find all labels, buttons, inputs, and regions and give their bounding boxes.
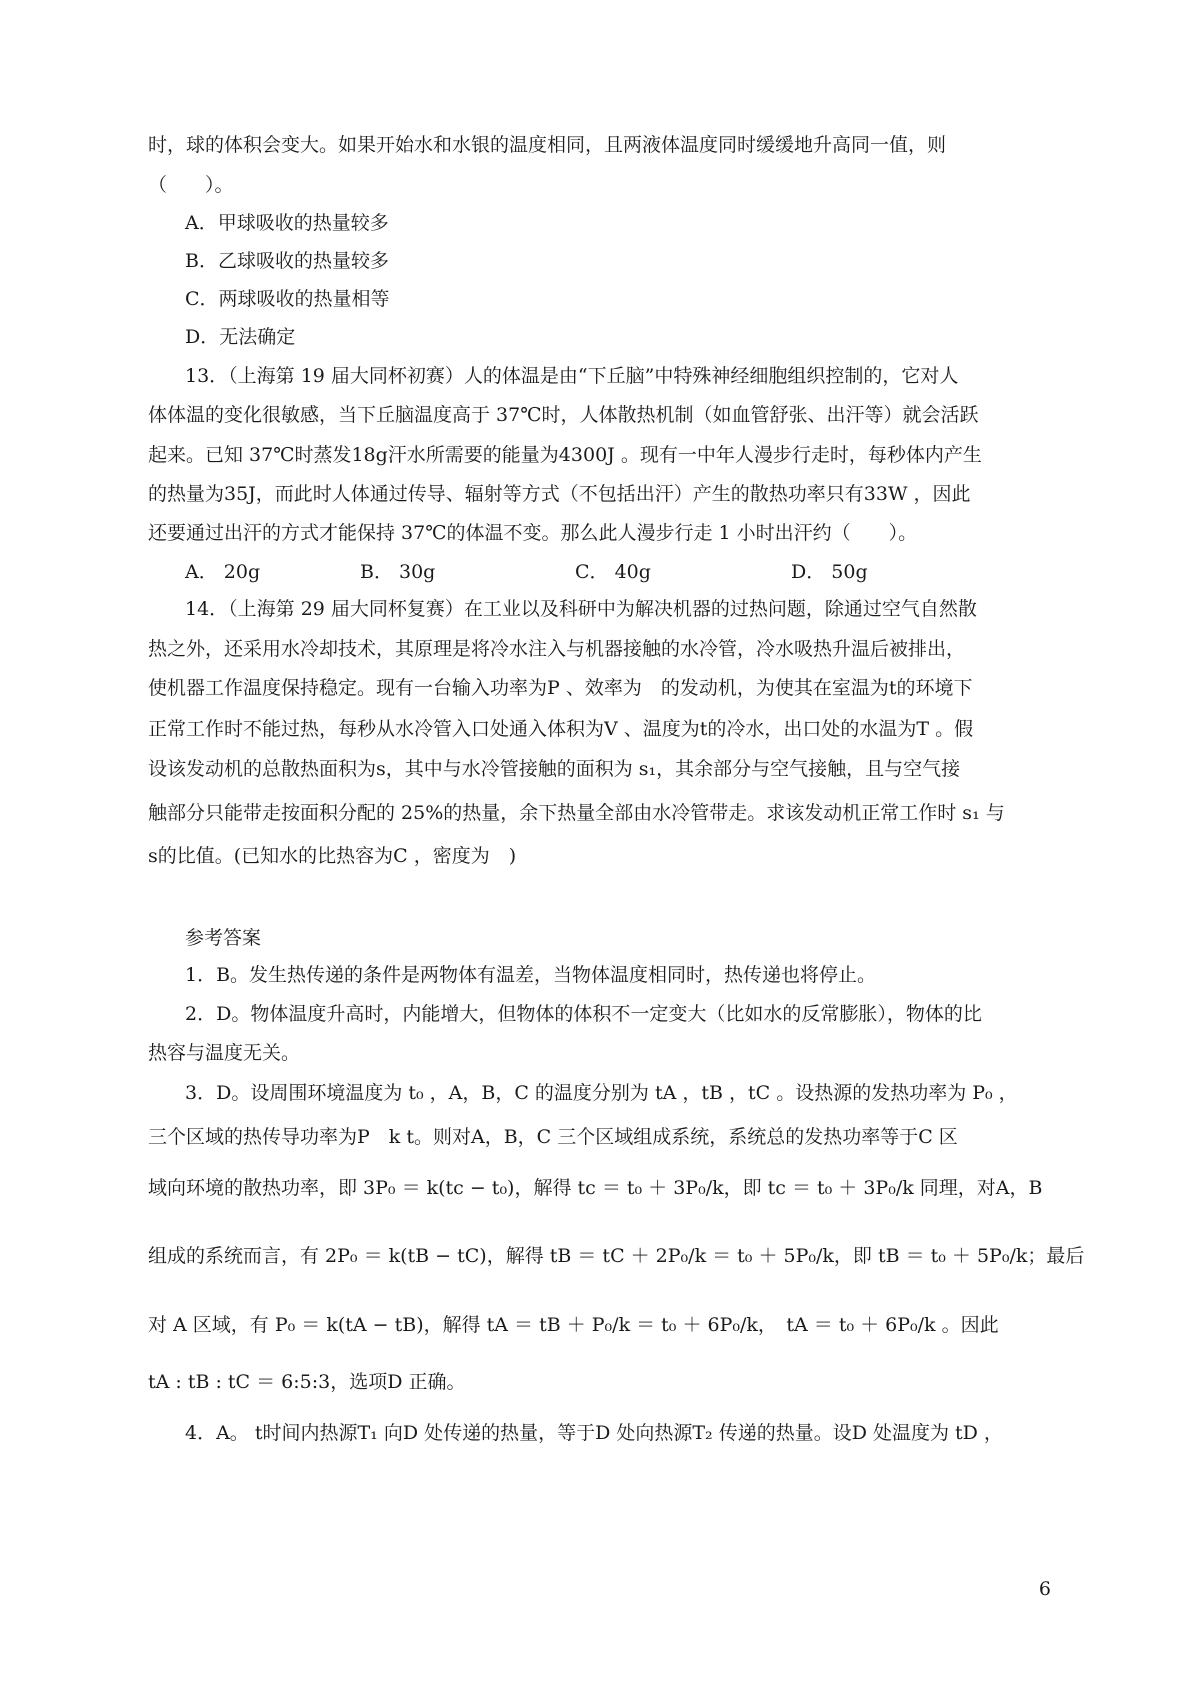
answers-title: 参考答案 xyxy=(185,927,262,949)
q13-line1: 13．（上海第 19 届大同杯初赛）人的体温是由“下丘脑”中特殊神经细胞组织控制的，它对人 xyxy=(185,365,959,387)
page-number: 6 xyxy=(1038,1578,1051,1600)
answer-4-line1: 4．A。 t时间内热源T₁ 向D 处传递的热量，等于D 处向热源T₂ 传递的热量。设D 处温度为 tD ， xyxy=(185,1422,1003,1444)
answer-3-line6: tA : tB : tC ＝ 6:5:3，选项D 正确。 xyxy=(148,1371,466,1393)
q13-line5: 还要通过出汗的方式才能保持 37℃的体温不变。那么此人漫步行走 1 小时出汗约（ ）。 xyxy=(148,522,918,544)
q12-line2: （ ）。 xyxy=(148,174,234,196)
answer-3-line3: 域向环境的散热功率，即 3P₀ ＝ k(tc − t₀)，解得 tc ＝ t₀ ＋ 3P₀/k，即 tc ＝ t₀ ＋ 3P₀/k 同理，对A，B xyxy=(148,1177,1043,1199)
q12-option-c: C．两球吸收的热量相等 xyxy=(185,288,390,310)
q12-option-b: B．乙球吸收的热量较多 xyxy=(185,250,389,272)
answer-2-line2: 热容与温度无关。 xyxy=(148,1042,301,1064)
q13-line4: 的热量为35J，而此时人体通过传导、辐射等方式（不包括出汗）产生的散热功率只有33W ，因此 xyxy=(148,483,971,505)
q14-line4: 正常工作时不能过热，每秒从水冷管入口处通入体积为V 、温度为t的冷水，出口处的水温为T 。假 xyxy=(148,718,974,740)
answer-2-line1: 2．D。物体温度升高时，内能增大，但物体的体积不一定变大（比如水的反常膨胀），物体的比 xyxy=(185,1003,982,1025)
q12-option-a: A．甲球吸收的热量较多 xyxy=(185,212,389,234)
answer-1: 1．B。发生热传递的条件是两物体有温差，当物体温度相同时，热传递也将停止。 xyxy=(185,964,877,986)
q14-line1: 14．（上海第 29 届大同杯复赛）在工业以及科研中为解决机器的过热问题，除通过空气自然散 xyxy=(185,598,977,620)
q13-option-d: D． 50g xyxy=(791,561,868,583)
q13-line2: 体体温的变化很敏感，当下丘脑温度高于 37℃时，人体散热机制（如血管舒张、出汗等）就会活跃 xyxy=(148,404,979,426)
answer-3-line1: 3．D。设周围环境温度为 t₀ ，A，B，C 的温度分别为 tA ，tB ，tC 。设热源的发热功率为 P₀ ， xyxy=(185,1082,1018,1104)
q12-line1: 时，球的体积会变大。如果开始水和水银的温度相同，且两液体温度同时缓缓地升高同一值，则 xyxy=(148,134,947,156)
q14-line5: 设该发动机的总散热面积为s，其中与水冷管接触的面积为 s₁，其余部分与空气接触，且与空气接 xyxy=(148,758,961,780)
q14-line2: 热之外，还采用水冷却技术，其原理是将冷水注入与机器接触的水冷管，冷水吸热升温后被排出， xyxy=(148,638,966,660)
q13-option-b: B． 30g xyxy=(360,561,436,583)
q12-option-d: D．无法确定 xyxy=(185,326,296,348)
q13-option-c: C． 40g xyxy=(575,561,651,583)
q14-line3: 使机器工作温度保持稳定。现有一台输入功率为P 、效率为 的发动机，为使其在室温为t的环境下 xyxy=(148,677,973,699)
q13-line3: 起来。已知 37℃时蒸发18g汗水所需要的能量为4300J 。现有一中年人漫步行走时，每秒体内产生 xyxy=(148,444,982,466)
q14-line6: 触部分只能带走按面积分配的 25%的热量，余下热量全部由水冷管带走。求该发动机正常工作时 s₁ 与 xyxy=(148,802,1005,824)
answer-3-line2: 三个区域的热传导功率为P k t。则对A，B，C 三个区域组成系统，系统总的发热功率等于C 区 xyxy=(148,1126,958,1148)
answer-3-line4: 组成的系统而言，有 2P₀ ＝ k(tB − tC)，解得 tB ＝ tC ＋ 2P₀/k ＝ t₀ ＋ 5P₀/k，即 tB ＝ t₀ ＋ 5P₀/k；最后 xyxy=(148,1245,1085,1267)
answer-3-line5: 对 A 区域，有 P₀ ＝ k(tA − tB)，解得 tA ＝ tB ＋ P₀/k ＝ t₀ ＋ 6P₀/k， tA ＝ t₀ ＋ 6P₀/k 。因此 xyxy=(148,1314,999,1336)
q14-line7: s的比值。(已知水的比热容为C ，密度为 ) xyxy=(148,845,517,867)
q13-option-a: A． 20g xyxy=(185,561,261,583)
